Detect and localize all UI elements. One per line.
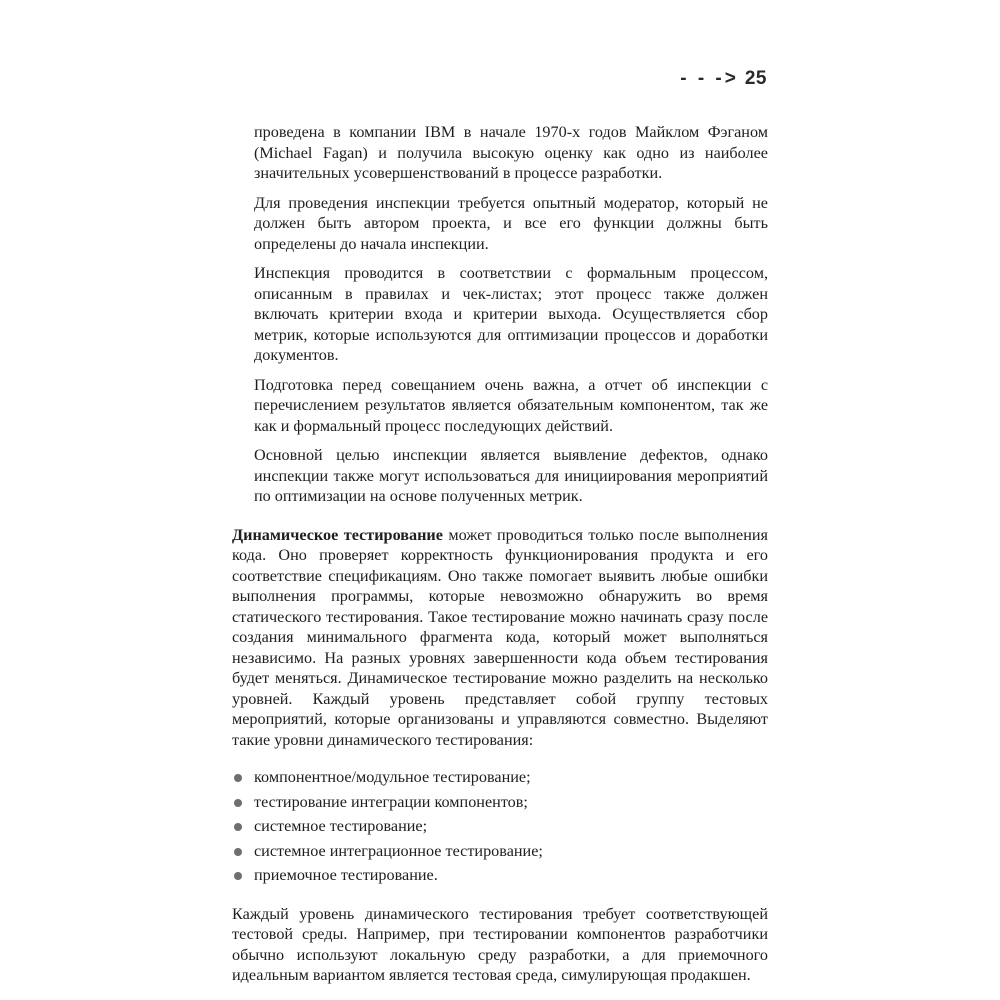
paragraph xyxy=(232,525,768,751)
paragraph: Каждый уровень динамического тестирования требует соответствующей тестовой среды. Например, при тестировании компонентов разработчики обычно используют локальную среду разработки, а для приемочного идеальным вариантом является тестовая среда, симулирующая продакшен. xyxy=(232,904,768,984)
page-number: 25 xyxy=(744,68,767,89)
page-header xyxy=(680,68,767,90)
dynamic-testing-section xyxy=(232,525,768,751)
list-item xyxy=(232,841,768,862)
list-item xyxy=(232,767,768,788)
paragraph-text: может проводиться только после выполнения кода. Оно проверяет корректность функционирования продукта и его соответствие спецификациям. Оно также помогает выявить любые ошибки выполнения программы, которые невозможно обнаружить во время статического тестирования. Такое тестирование можно начинать сразу после создания минимального фрагмента кода, который может выполняться независимо. На разных уровнях завершенности кода объем тестирования будет меняться. Динамическое тестирование можно разделить на несколько уровней. Каждый уровень представляет собой группу тестовых мероприятий, которые организованы и управляются совместно. Выделяют такие уровни динамического тестирования: xyxy=(232,525,768,749)
closing-section xyxy=(232,904,768,986)
list-item-text: системное интеграционное тестирование; xyxy=(254,841,543,860)
paragraph: Инспекция проводится в соответствии с формальным процессом, описанным в правилах и чек-листах; этот процесс также должен включать критерии входа и критерии выхода. Осуществляется сбор метрик, которые используются для оптимизации процессов и доработки документов. xyxy=(254,264,768,364)
list-item xyxy=(232,865,768,886)
page-content xyxy=(232,122,768,986)
bullet-icon xyxy=(234,848,242,856)
inspection-details xyxy=(254,122,768,507)
list-item xyxy=(232,816,768,837)
arrow-icon: - - -> xyxy=(680,68,739,89)
list-item xyxy=(232,792,768,813)
bullet-icon xyxy=(234,823,242,831)
paragraph: Основной целью инспекции является выявление дефектов, однако инспекции также могут использоваться для инициирования мероприятий по оптимизации на основе полученных метрик. xyxy=(254,446,768,505)
list-item-text: компонентное/модульное тестирование; xyxy=(254,768,531,786)
bullet-icon xyxy=(234,774,242,782)
list-item-text: системное тестирование; xyxy=(254,817,428,835)
testing-levels-list xyxy=(232,767,768,886)
list-item-text: тестирование интеграции компонентов; xyxy=(254,792,528,811)
bullet-icon xyxy=(234,872,242,880)
term-dynamic-testing: Динамическое тестирование xyxy=(232,525,443,544)
bullet-icon xyxy=(234,799,242,807)
paragraph: Подготовка перед совещанием очень важна, а отчет об инспекции с перечислением результатов является обязательным компонентом, так же как и формальный процесс последующих действий. xyxy=(254,375,768,435)
paragraph: проведена в компании IBM в начале 1970-х годов Майклом Фэганом (Michael Fagan) и получила высокую оценку как одно из наиболее значительных усовершенствований в процессе разработки. xyxy=(254,123,768,182)
list-item-text: приемочное тестирование. xyxy=(254,866,438,884)
paragraph: Для проведения инспекции требуется опытный модератор, который не должен быть автором проекта, и все его функции должны быть определены до начала инспекции. xyxy=(254,193,768,253)
